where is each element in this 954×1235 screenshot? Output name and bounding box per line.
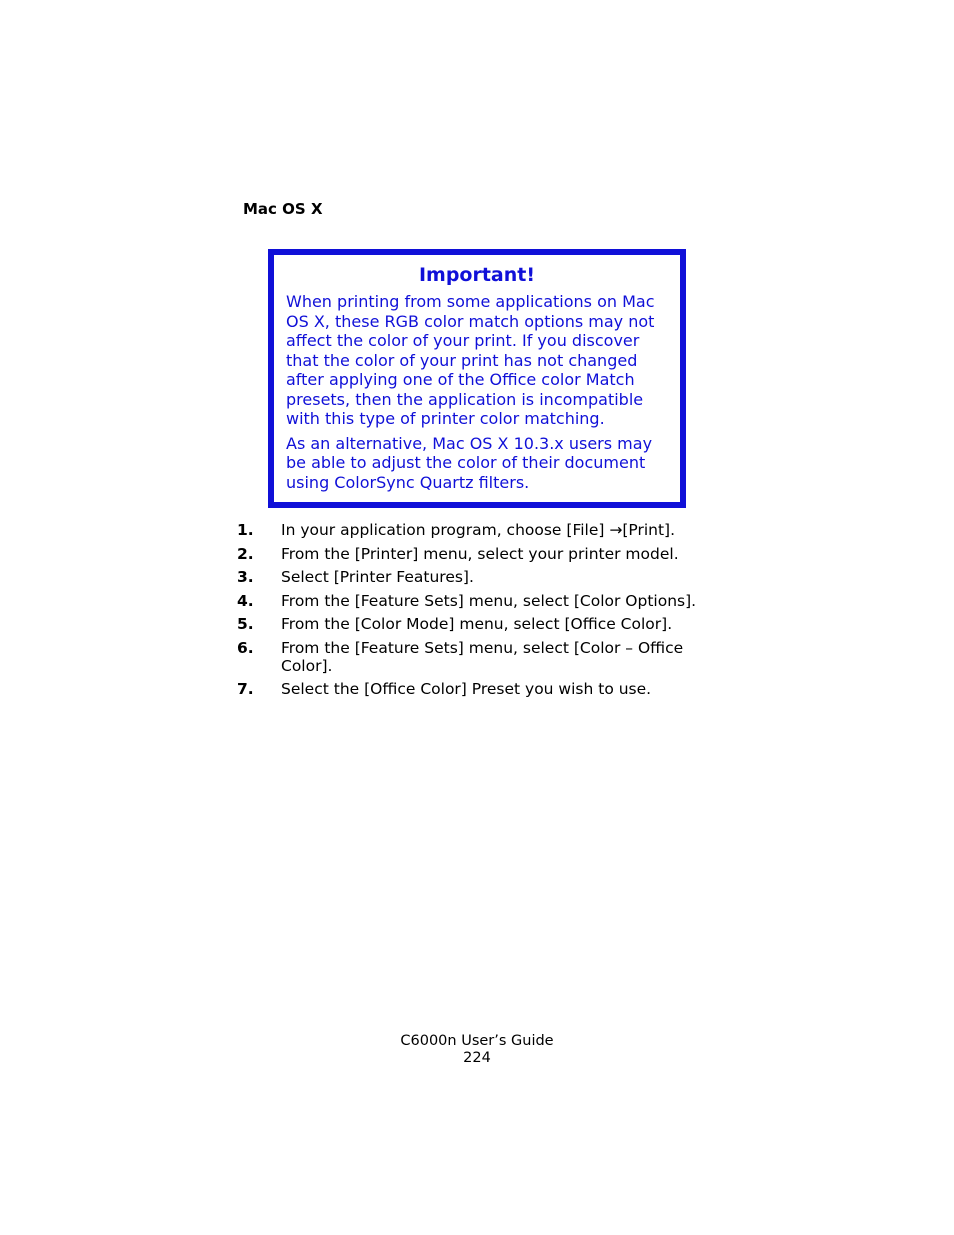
step-item: [237, 592, 717, 610]
section-heading: Mac OS X: [243, 200, 323, 218]
step-item: [237, 568, 717, 586]
step-item: [237, 615, 717, 633]
step-text: Select the [Office Color] Preset you wish to use.: [281, 680, 652, 698]
step-number: 5.: [237, 615, 254, 633]
step-item: [237, 639, 717, 675]
step-text: From the [Color Mode] menu, select [Office Color].: [281, 615, 673, 633]
step-text: In your application program, choose [File] →[Print].: [281, 521, 676, 539]
step-number: 2.: [237, 544, 254, 563]
step-number: 1.: [237, 521, 254, 539]
step-item: [237, 545, 717, 563]
steps-list: [237, 521, 717, 704]
step-number: 7.: [237, 680, 254, 698]
page-footer: [0, 1033, 954, 1067]
important-notice-box: [268, 249, 686, 508]
step-number: 3.: [237, 568, 254, 586]
step-number: 6.: [237, 638, 254, 657]
guide-title: C6000n User’s Guide: [400, 1033, 554, 1049]
step-text: From the [Feature Sets] menu, select [Color Options].: [281, 591, 697, 610]
page-number: 224: [463, 1050, 491, 1066]
step-text: From the [Printer] menu, select your printer model.: [281, 544, 679, 563]
important-title: Important!: [418, 264, 536, 286]
step-number: 4.: [237, 591, 254, 610]
step-text: From the [Feature Sets] menu, select [Color – Office Color].: [281, 638, 684, 675]
important-paragraph: When printing from some applications on Mac OS X, these RGB color match options may not affect the color of your print. If you discover that the color of your print has not changed after applying one of the Office color Match presets, then the application is incompatible with this type of printer color matching.: [286, 292, 655, 428]
important-paragraph: As an alternative, Mac OS X 10.3.x users may be able to adjust the color of their document using ColorSync Quartz filters.: [286, 433, 653, 492]
step-item: [237, 521, 717, 539]
step-text: Select [Printer Features].: [281, 568, 474, 586]
step-item: [237, 680, 717, 698]
